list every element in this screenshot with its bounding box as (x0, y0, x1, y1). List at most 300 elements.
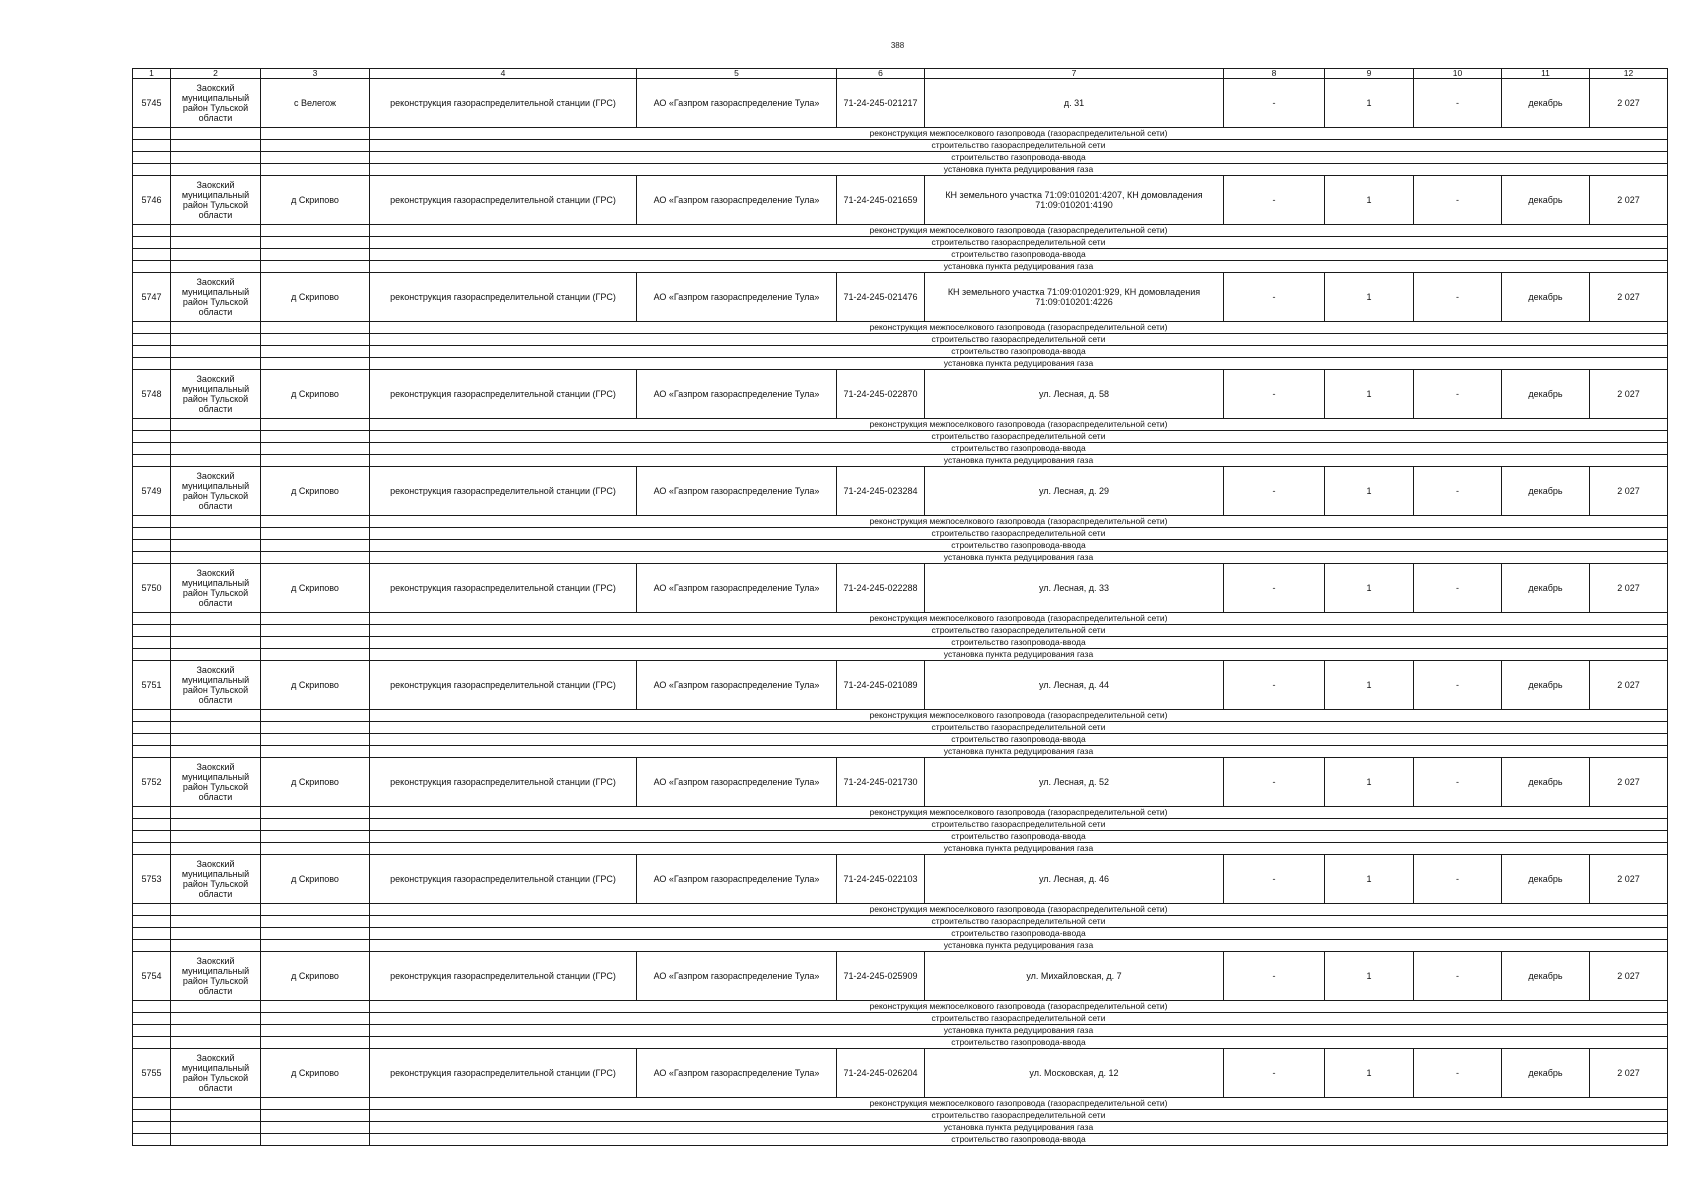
action-cell: реконструкция газораспределительной станции (ГРС) (370, 855, 637, 904)
col10-cell: - (1414, 467, 1502, 516)
month-cell: декабрь (1502, 273, 1590, 322)
empty-cell (171, 819, 261, 831)
col10-cell: - (1414, 370, 1502, 419)
col10-cell: - (1414, 758, 1502, 807)
col8-cell: - (1224, 467, 1325, 516)
sub-row (133, 819, 1668, 831)
sub-activity-cell: реконструкция межпоселкового газопровода (газораспределительной сети) (370, 904, 1668, 916)
empty-cell (261, 1134, 370, 1146)
empty-cell (133, 734, 171, 746)
empty-cell (261, 455, 370, 467)
empty-cell (133, 249, 171, 261)
empty-cell (261, 225, 370, 237)
empty-cell (133, 552, 171, 564)
sub-row (133, 1134, 1668, 1146)
sub-row (133, 358, 1668, 370)
year-cell: 2 027 (1590, 661, 1668, 710)
sub-activity-cell: реконструкция межпоселкового газопровода (газораспределительной сети) (370, 1098, 1668, 1110)
sub-row (133, 528, 1668, 540)
col9-cell: 1 (1325, 1049, 1414, 1098)
action-cell: реконструкция газораспределительной станции (ГРС) (370, 370, 637, 419)
column-header: 11 (1502, 69, 1590, 79)
col8-cell: - (1224, 370, 1325, 419)
empty-cell (261, 807, 370, 819)
sub-row (133, 346, 1668, 358)
month-cell: декабрь (1502, 1049, 1590, 1098)
sub-row (133, 322, 1668, 334)
year-cell: 2 027 (1590, 370, 1668, 419)
oktmo-code-cell: 71-24-245-022103 (837, 855, 925, 904)
col8-cell: - (1224, 758, 1325, 807)
empty-cell (133, 346, 171, 358)
empty-cell (171, 1098, 261, 1110)
sub-activity-cell: установка пункта редуцирования газа (370, 164, 1668, 176)
empty-cell (171, 140, 261, 152)
empty-cell (171, 1025, 261, 1037)
oktmo-code-cell: 71-24-245-025909 (837, 952, 925, 1001)
oktmo-code-cell: 71-24-245-021476 (837, 273, 925, 322)
empty-cell (133, 625, 171, 637)
empty-cell (171, 722, 261, 734)
sub-activity-cell: установка пункта редуцирования газа (370, 843, 1668, 855)
year-cell: 2 027 (1590, 176, 1668, 225)
sub-activity-cell: строительство газопровода-ввода (370, 637, 1668, 649)
settlement-cell: д Скрипово (261, 952, 370, 1001)
empty-cell (133, 1110, 171, 1122)
month-cell: декабрь (1502, 79, 1590, 128)
sub-activity-cell: строительство газопровода-ввода (370, 1134, 1668, 1146)
column-header: 8 (1224, 69, 1325, 79)
col8-cell: - (1224, 855, 1325, 904)
empty-cell (133, 431, 171, 443)
empty-cell (171, 225, 261, 237)
empty-cell (261, 516, 370, 528)
sub-row (133, 1001, 1668, 1013)
sub-activity-cell: установка пункта редуцирования газа (370, 940, 1668, 952)
empty-cell (261, 249, 370, 261)
municipality-cell: Заокский муниципальный район Тульской области (171, 758, 261, 807)
empty-cell (133, 128, 171, 140)
empty-cell (171, 613, 261, 625)
sub-activity-cell: строительство газораспределительной сети (370, 1013, 1668, 1025)
empty-cell (171, 540, 261, 552)
oktmo-code-cell: 71-24-245-021217 (837, 79, 925, 128)
municipality-cell: Заокский муниципальный район Тульской области (171, 855, 261, 904)
col10-cell: - (1414, 952, 1502, 1001)
empty-cell (261, 1013, 370, 1025)
sub-activity-cell: установка пункта редуцирования газа (370, 261, 1668, 273)
col9-cell: 1 (1325, 758, 1414, 807)
col10-cell: - (1414, 1049, 1502, 1098)
table-row (133, 661, 1668, 710)
company-cell: АО «Газпром газораспределение Тула» (637, 952, 837, 1001)
empty-cell (171, 746, 261, 758)
settlement-cell: д Скрипово (261, 661, 370, 710)
action-cell: реконструкция газораспределительной станции (ГРС) (370, 564, 637, 613)
empty-cell (171, 431, 261, 443)
empty-cell (171, 843, 261, 855)
sub-activity-cell: строительство газопровода-ввода (370, 540, 1668, 552)
sub-activity-cell: установка пункта редуцирования газа (370, 358, 1668, 370)
empty-cell (133, 528, 171, 540)
action-cell: реконструкция газораспределительной станции (ГРС) (370, 273, 637, 322)
settlement-cell: д Скрипово (261, 467, 370, 516)
action-cell: реконструкция газораспределительной станции (ГРС) (370, 79, 637, 128)
sub-row (133, 1037, 1668, 1049)
sub-activity-cell: строительство газопровода-ввода (370, 249, 1668, 261)
empty-cell (133, 649, 171, 661)
empty-cell (261, 261, 370, 273)
record-number: 5749 (133, 467, 171, 516)
sub-activity-cell: реконструкция межпоселкового газопровода (газораспределительной сети) (370, 419, 1668, 431)
empty-cell (261, 140, 370, 152)
empty-cell (261, 431, 370, 443)
municipality-cell: Заокский муниципальный район Тульской области (171, 370, 261, 419)
empty-cell (261, 322, 370, 334)
col9-cell: 1 (1325, 370, 1414, 419)
empty-cell (261, 334, 370, 346)
settlement-cell: д Скрипово (261, 758, 370, 807)
action-cell: реконструкция газораспределительной станции (ГРС) (370, 467, 637, 516)
empty-cell (261, 346, 370, 358)
col10-cell: - (1414, 79, 1502, 128)
empty-cell (171, 419, 261, 431)
sub-activity-cell: строительство газопровода-ввода (370, 346, 1668, 358)
sub-row (133, 1110, 1668, 1122)
sub-activity-cell: строительство газораспределительной сети (370, 528, 1668, 540)
action-cell: реконструкция газораспределительной станции (ГРС) (370, 1049, 637, 1098)
sub-row (133, 746, 1668, 758)
empty-cell (171, 1134, 261, 1146)
municipality-cell: Заокский муниципальный район Тульской области (171, 564, 261, 613)
col9-cell: 1 (1325, 79, 1414, 128)
empty-cell (133, 419, 171, 431)
empty-cell (171, 904, 261, 916)
year-cell: 2 027 (1590, 273, 1668, 322)
empty-cell (171, 516, 261, 528)
empty-cell (171, 1122, 261, 1134)
empty-cell (171, 552, 261, 564)
empty-cell (261, 746, 370, 758)
empty-cell (261, 710, 370, 722)
empty-cell (261, 819, 370, 831)
sub-row (133, 334, 1668, 346)
col8-cell: - (1224, 79, 1325, 128)
empty-cell (261, 152, 370, 164)
empty-cell (133, 443, 171, 455)
sub-activity-cell: строительство газопровода-ввода (370, 831, 1668, 843)
sub-activity-cell: строительство газораспределительной сети (370, 916, 1668, 928)
company-cell: АО «Газпром газораспределение Тула» (637, 467, 837, 516)
empty-cell (133, 237, 171, 249)
record-number: 5754 (133, 952, 171, 1001)
municipality-cell: Заокский муниципальный район Тульской области (171, 79, 261, 128)
empty-cell (133, 455, 171, 467)
address-cell: ул. Лесная, д. 29 (925, 467, 1224, 516)
empty-cell (261, 916, 370, 928)
empty-cell (171, 807, 261, 819)
sub-row (133, 1025, 1668, 1037)
empty-cell (261, 1001, 370, 1013)
sub-activity-cell: реконструкция межпоселкового газопровода (газораспределительной сети) (370, 807, 1668, 819)
sub-row (133, 552, 1668, 564)
table-row (133, 467, 1668, 516)
settlement-cell: д Скрипово (261, 855, 370, 904)
column-header: 6 (837, 69, 925, 79)
empty-cell (261, 940, 370, 952)
col9-cell: 1 (1325, 273, 1414, 322)
empty-cell (261, 164, 370, 176)
empty-cell (261, 128, 370, 140)
year-cell: 2 027 (1590, 758, 1668, 807)
settlement-cell: д Скрипово (261, 564, 370, 613)
address-cell: КН земельного участка 71:09:010201:4207, КН домовладения 71:09:010201:4190 (925, 176, 1224, 225)
sub-activity-cell: строительство газопровода-ввода (370, 1037, 1668, 1049)
col8-cell: - (1224, 1049, 1325, 1098)
sub-activity-cell: установка пункта редуцирования газа (370, 552, 1668, 564)
sub-row (133, 710, 1668, 722)
address-cell: ул. Лесная, д. 46 (925, 855, 1224, 904)
sub-row (133, 613, 1668, 625)
oktmo-code-cell: 71-24-245-021730 (837, 758, 925, 807)
record-number: 5746 (133, 176, 171, 225)
empty-cell (133, 843, 171, 855)
record-number: 5745 (133, 79, 171, 128)
sub-activity-cell: строительство газораспределительной сети (370, 237, 1668, 249)
year-cell: 2 027 (1590, 564, 1668, 613)
column-header: 12 (1590, 69, 1668, 79)
empty-cell (171, 128, 261, 140)
oktmo-code-cell: 71-24-245-022870 (837, 370, 925, 419)
company-cell: АО «Газпром газораспределение Тула» (637, 176, 837, 225)
sub-activity-cell: строительство газораспределительной сети (370, 819, 1668, 831)
sub-row (133, 261, 1668, 273)
empty-cell (133, 1025, 171, 1037)
empty-cell (133, 928, 171, 940)
sub-row (133, 637, 1668, 649)
col8-cell: - (1224, 661, 1325, 710)
empty-cell (171, 322, 261, 334)
settlement-cell: д Скрипово (261, 370, 370, 419)
empty-cell (133, 1037, 171, 1049)
sub-row (133, 807, 1668, 819)
municipality-cell: Заокский муниципальный район Тульской области (171, 952, 261, 1001)
sub-activity-cell: строительство газораспределительной сети (370, 722, 1668, 734)
empty-cell (261, 358, 370, 370)
column-header: 2 (171, 69, 261, 79)
col10-cell: - (1414, 273, 1502, 322)
table-row (133, 176, 1668, 225)
empty-cell (133, 540, 171, 552)
sub-activity-cell: установка пункта редуцирования газа (370, 1025, 1668, 1037)
sub-row (133, 649, 1668, 661)
table-row (133, 758, 1668, 807)
empty-cell (171, 1013, 261, 1025)
sub-row (133, 516, 1668, 528)
sub-activity-cell: строительство газораспределительной сети (370, 140, 1668, 152)
empty-cell (171, 940, 261, 952)
empty-cell (133, 1001, 171, 1013)
empty-cell (171, 249, 261, 261)
sub-row (133, 152, 1668, 164)
col8-cell: - (1224, 176, 1325, 225)
empty-cell (133, 1098, 171, 1110)
column-header: 9 (1325, 69, 1414, 79)
sub-row (133, 225, 1668, 237)
empty-cell (171, 649, 261, 661)
sub-activity-cell: реконструкция межпоселкового газопровода (газораспределительной сети) (370, 516, 1668, 528)
column-header: 10 (1414, 69, 1502, 79)
empty-cell (133, 916, 171, 928)
record-number: 5747 (133, 273, 171, 322)
empty-cell (261, 1037, 370, 1049)
empty-cell (133, 225, 171, 237)
month-cell: декабрь (1502, 758, 1590, 807)
month-cell: декабрь (1502, 952, 1590, 1001)
settlement-cell: д Скрипово (261, 1049, 370, 1098)
record-number: 5755 (133, 1049, 171, 1098)
company-cell: АО «Газпром газораспределение Тула» (637, 79, 837, 128)
empty-cell (261, 528, 370, 540)
empty-cell (261, 649, 370, 661)
empty-cell (133, 613, 171, 625)
empty-cell (171, 346, 261, 358)
empty-cell (171, 625, 261, 637)
address-cell: КН земельного участка 71:09:010201:929, КН домовладения 71:09:010201:4226 (925, 273, 1224, 322)
sub-activity-cell: реконструкция межпоселкового газопровода (газораспределительной сети) (370, 710, 1668, 722)
sub-row (133, 843, 1668, 855)
sub-activity-cell: строительство газораспределительной сети (370, 431, 1668, 443)
oktmo-code-cell: 71-24-245-021659 (837, 176, 925, 225)
sub-row (133, 237, 1668, 249)
oktmo-code-cell: 71-24-245-023284 (837, 467, 925, 516)
empty-cell (261, 722, 370, 734)
col8-cell: - (1224, 564, 1325, 613)
sub-row (133, 443, 1668, 455)
empty-cell (133, 746, 171, 758)
sub-activity-cell: установка пункта редуцирования газа (370, 455, 1668, 467)
empty-cell (261, 419, 370, 431)
empty-cell (171, 1001, 261, 1013)
sub-activity-cell: реконструкция межпоселкового газопровода (газораспределительной сети) (370, 128, 1668, 140)
col9-cell: 1 (1325, 176, 1414, 225)
table-row (133, 79, 1668, 128)
sub-row (133, 831, 1668, 843)
action-cell: реконструкция газораспределительной станции (ГРС) (370, 952, 637, 1001)
sub-row (133, 940, 1668, 952)
gasification-register-table (132, 68, 1668, 1146)
empty-cell (133, 261, 171, 273)
col10-cell: - (1414, 855, 1502, 904)
empty-cell (133, 334, 171, 346)
record-number: 5751 (133, 661, 171, 710)
sub-row (133, 734, 1668, 746)
page-number: 388 (890, 41, 905, 50)
empty-cell (261, 1110, 370, 1122)
address-cell: ул. Михайловская, д. 7 (925, 952, 1224, 1001)
col9-cell: 1 (1325, 564, 1414, 613)
empty-cell (133, 1134, 171, 1146)
empty-cell (171, 443, 261, 455)
sub-row (133, 140, 1668, 152)
empty-cell (261, 637, 370, 649)
year-cell: 2 027 (1590, 79, 1668, 128)
empty-cell (133, 831, 171, 843)
table-row (133, 952, 1668, 1001)
empty-cell (171, 928, 261, 940)
sub-row (133, 1122, 1668, 1134)
empty-cell (261, 540, 370, 552)
sub-activity-cell: строительство газопровода-ввода (370, 734, 1668, 746)
sub-activity-cell: установка пункта редуцирования газа (370, 649, 1668, 661)
empty-cell (261, 843, 370, 855)
sub-activity-cell: строительство газораспределительной сети (370, 1110, 1668, 1122)
sub-activity-cell: строительство газопровода-ввода (370, 152, 1668, 164)
settlement-cell: д Скрипово (261, 176, 370, 225)
empty-cell (171, 455, 261, 467)
column-header-row (133, 69, 1668, 79)
sub-activity-cell: реконструкция межпоселкового газопровода (газораспределительной сети) (370, 613, 1668, 625)
empty-cell (133, 1013, 171, 1025)
empty-cell (133, 904, 171, 916)
empty-cell (171, 734, 261, 746)
table-row (133, 370, 1668, 419)
address-cell: д. 31 (925, 79, 1224, 128)
year-cell: 2 027 (1590, 855, 1668, 904)
municipality-cell: Заокский муниципальный район Тульской области (171, 661, 261, 710)
municipality-cell: Заокский муниципальный район Тульской области (171, 273, 261, 322)
empty-cell (133, 819, 171, 831)
sub-row (133, 904, 1668, 916)
empty-cell (261, 904, 370, 916)
year-cell: 2 027 (1590, 1049, 1668, 1098)
column-header: 5 (637, 69, 837, 79)
empty-cell (171, 152, 261, 164)
empty-cell (171, 358, 261, 370)
settlement-cell: с Велегож (261, 79, 370, 128)
sub-activity-cell: строительство газопровода-ввода (370, 928, 1668, 940)
column-header: 7 (925, 69, 1224, 79)
empty-cell (133, 807, 171, 819)
column-header: 1 (133, 69, 171, 79)
sub-row (133, 419, 1668, 431)
municipality-cell: Заокский муниципальный район Тульской области (171, 1049, 261, 1098)
sub-activity-cell: реконструкция межпоселкового газопровода (газораспределительной сети) (370, 1001, 1668, 1013)
empty-cell (133, 637, 171, 649)
oktmo-code-cell: 71-24-245-021089 (837, 661, 925, 710)
month-cell: декабрь (1502, 564, 1590, 613)
empty-cell (133, 516, 171, 528)
col9-cell: 1 (1325, 952, 1414, 1001)
sub-row (133, 431, 1668, 443)
sub-row (133, 928, 1668, 940)
empty-cell (133, 152, 171, 164)
sub-activity-cell: строительство газораспределительной сети (370, 334, 1668, 346)
empty-cell (133, 164, 171, 176)
record-number: 5752 (133, 758, 171, 807)
oktmo-code-cell: 71-24-245-022288 (837, 564, 925, 613)
municipality-cell: Заокский муниципальный район Тульской области (171, 176, 261, 225)
record-number: 5750 (133, 564, 171, 613)
address-cell: ул. Лесная, д. 44 (925, 661, 1224, 710)
address-cell: ул. Московская, д. 12 (925, 1049, 1224, 1098)
empty-cell (171, 261, 261, 273)
sub-row (133, 455, 1668, 467)
sub-activity-cell: строительство газораспределительной сети (370, 625, 1668, 637)
month-cell: декабрь (1502, 370, 1590, 419)
empty-cell (133, 322, 171, 334)
action-cell: реконструкция газораспределительной станции (ГРС) (370, 176, 637, 225)
